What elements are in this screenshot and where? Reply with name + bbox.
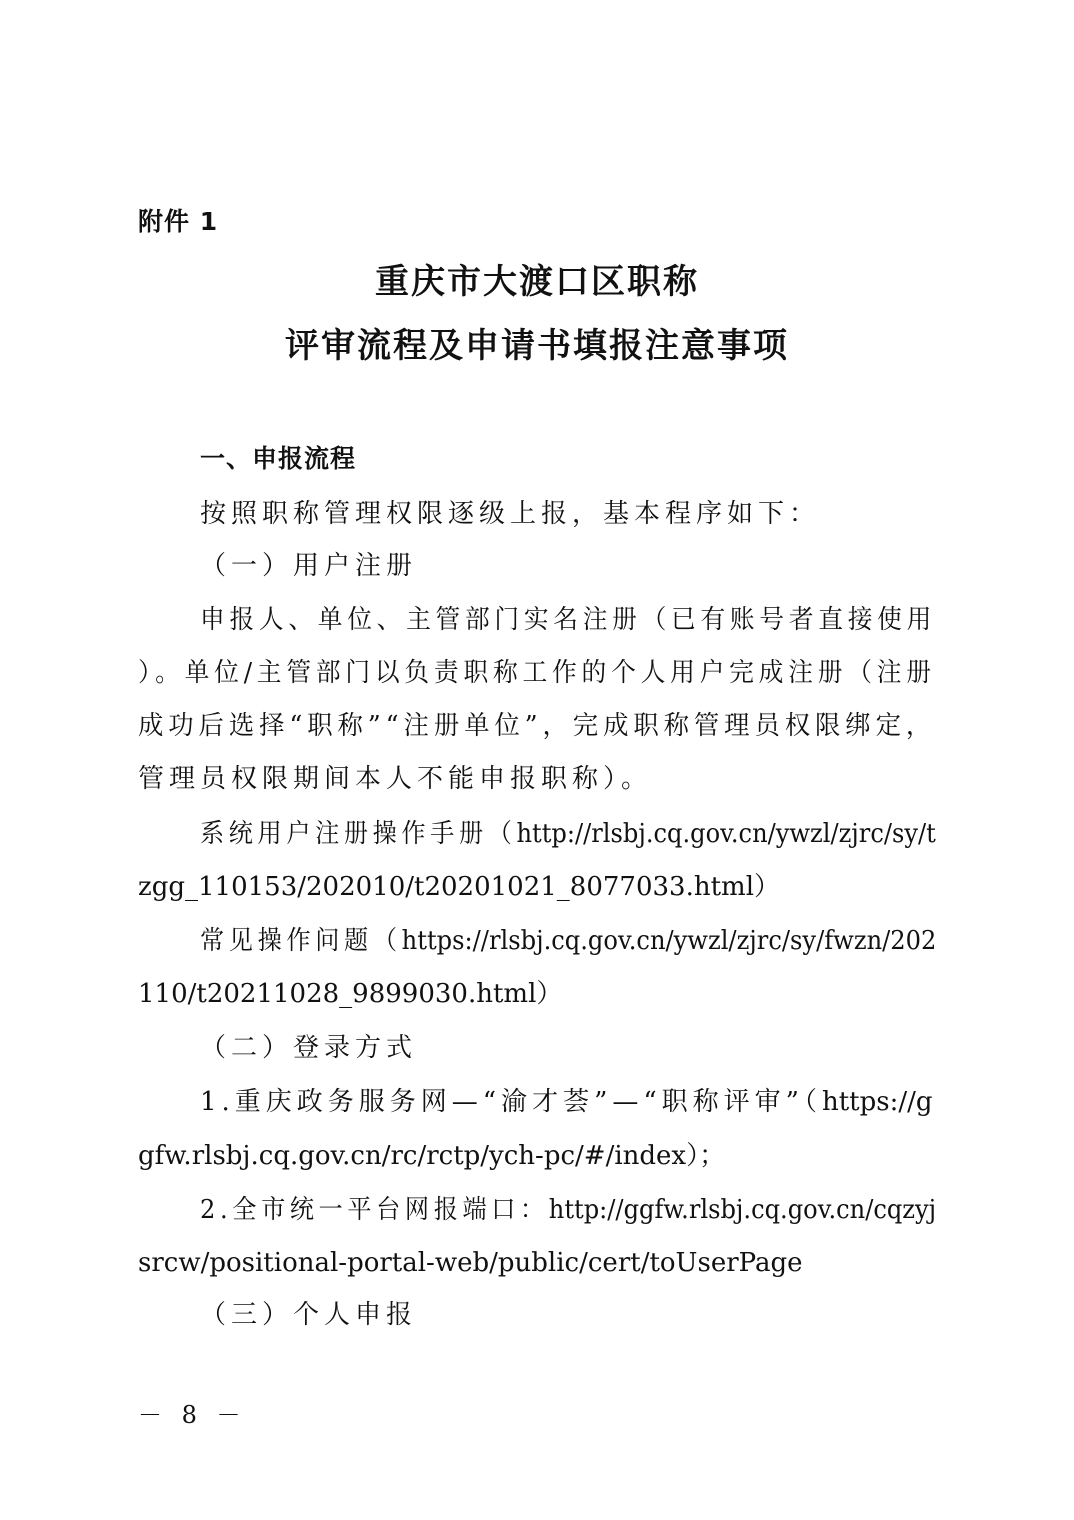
document-title-line2: 评审流程及申请书填报注意事项 xyxy=(285,326,789,366)
intro-paragraph: 按照职称管理权限逐级上报，基本程序如下： xyxy=(200,499,821,529)
manual-url-cont: zgg_110153/202010/t20201021_8077033.html xyxy=(138,872,755,902)
login-item-2-url-cont: srcw/positional-portal-web/public/cert/toUserPage xyxy=(138,1248,803,1278)
faq-url: https://rlsbj.cq.gov.cn/ywzl/zjrc/sy/fwzn/202 xyxy=(401,926,937,956)
section-heading xyxy=(200,442,356,476)
attachment-label-text: 附件 1 xyxy=(138,207,219,236)
register-para-line: 成功后选择“职称”“注册单位”，完成职称管理员权限绑定， xyxy=(138,711,937,741)
subsection-heading-personal: （三）个人申报 xyxy=(200,1300,418,1330)
login-item-1-label: 1.重庆政务服务网—“渝才荟”—“职称评审”（ xyxy=(200,1087,822,1117)
faq-close: ） xyxy=(536,979,563,1009)
manual-line-cont xyxy=(138,870,780,904)
section-heading-text: 一、申报流程 xyxy=(200,444,357,473)
login-item-1-url-cont: gfw.rlsbj.cq.gov.cn/rc/rctp/ych-pc/#/index xyxy=(138,1141,687,1171)
faq-line-cont xyxy=(138,977,562,1011)
faq-label: 常见操作问题（ xyxy=(200,926,402,956)
document-title-line1: 重庆市大渡口区职称 xyxy=(375,262,699,302)
login-item-1-url: https://g xyxy=(821,1087,933,1117)
login-item-1-cont xyxy=(138,1139,725,1173)
attachment-label xyxy=(138,205,218,239)
login-item-2 xyxy=(200,1193,936,1227)
subsection-heading-login: （二）登录方式 xyxy=(200,1033,418,1063)
register-para-line: 申报人、单位、主管部门实名注册（已有账号者直接使用 xyxy=(200,605,937,635)
login-item-2-url: http://ggfw.rlsbj.cq.gov.cn/cqzyj xyxy=(548,1195,937,1225)
register-para-line: ）。单位/主管部门以负责职称工作的个人用户完成注册（注册 xyxy=(138,658,936,688)
manual-url: http://rlsbj.cq.gov.cn/ywzl/zjrc/sy/t xyxy=(516,819,936,849)
faq-line xyxy=(200,924,936,958)
login-item-2-cont xyxy=(138,1246,803,1280)
page-number: － 8 － xyxy=(138,1401,247,1429)
manual-close: ） xyxy=(754,872,781,902)
manual-line xyxy=(200,817,936,851)
login-item-2-label: 2.全市统一平台网报端口： xyxy=(200,1195,549,1225)
manual-label: 系统用户注册操作手册（ xyxy=(200,819,517,849)
login-item-1-close: ）； xyxy=(686,1141,726,1171)
login-item-1 xyxy=(200,1085,933,1119)
faq-url-cont: 110/t20211028_9899030.html xyxy=(138,979,537,1009)
subsection-heading-register: （一）用户注册 xyxy=(200,551,418,581)
register-para-line: 管理员权限期间本人不能申报职称）。 xyxy=(138,764,653,794)
